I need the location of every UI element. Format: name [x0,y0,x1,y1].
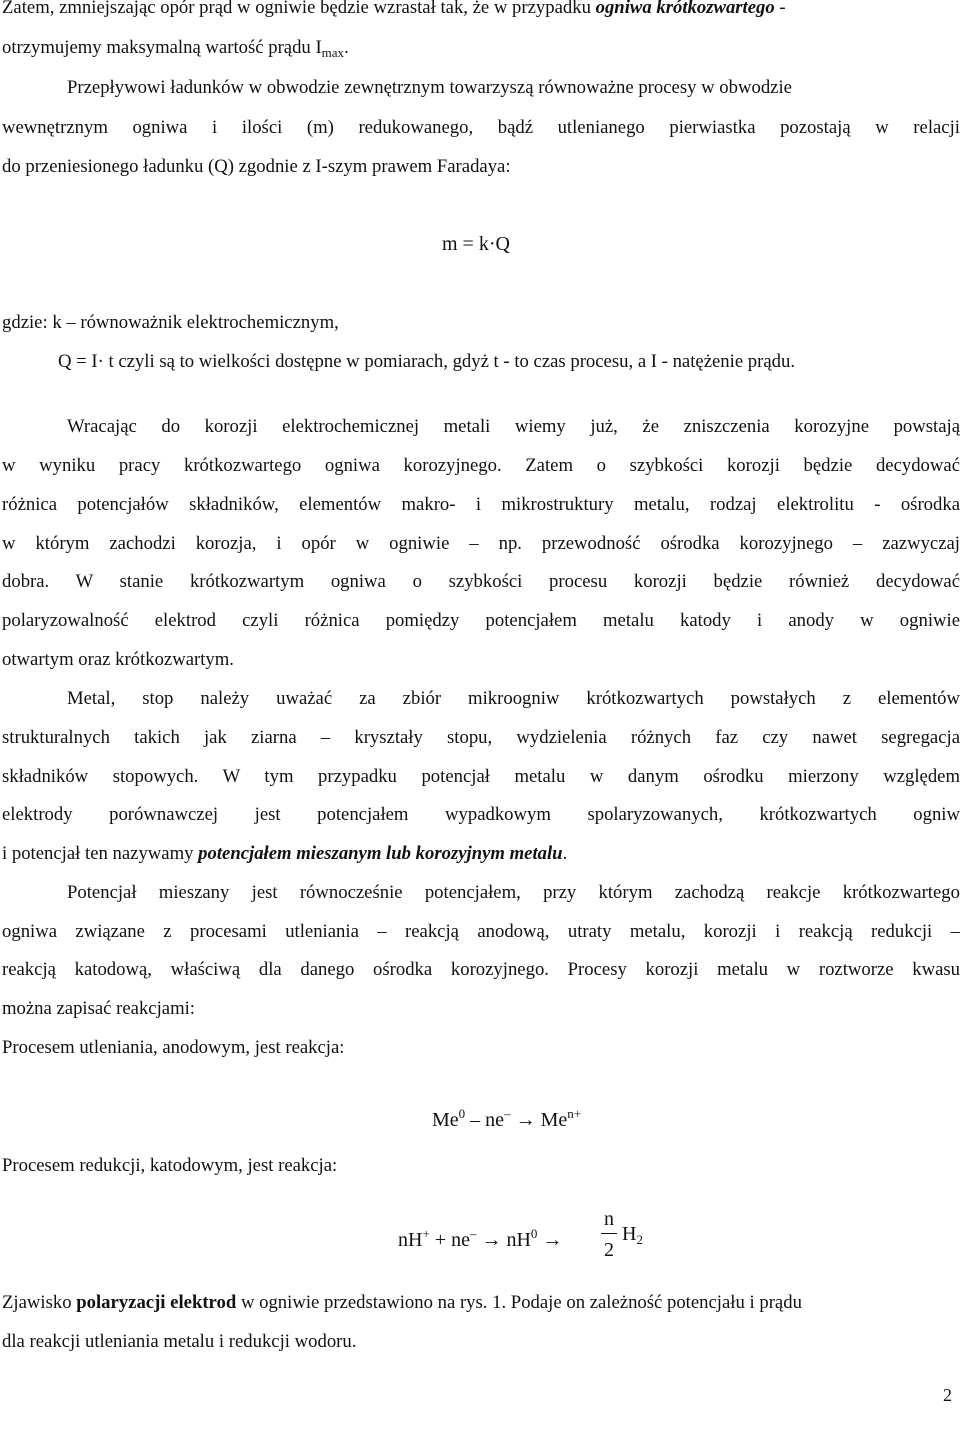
eq-operator: – [465,1109,486,1131]
superscript: 0 [530,1226,538,1241]
text-span: Zjawisko [2,1292,77,1313]
paragraph-line: Metal, stop należy uważać za zbiór mikroogniw krótkozwartych powstałych z elementów [67,688,960,709]
eq-term: ne [485,1109,505,1131]
reduction-reaction [398,1222,562,1252]
text-line [2,36,960,65]
eq-term: Me [540,1109,568,1131]
definition-line: gdzie: k – równoważnik elektrochemicznym, [2,312,339,333]
text-span: . [562,843,568,864]
text-span: i potencjał ten nazywamy [2,843,199,864]
paragraph-line: Wracając do korozji elektrochemicznej metali wiemy już, że zniszczenia korozyjne powstają [67,416,960,437]
paragraph-line: różnica potencjałów składników, elementów makro- i mikrostruktury metalu, rodzaj elektrolitu - ośrodka [2,494,960,515]
eq-term: H [622,1223,637,1245]
paragraph-line: dla reakcji utleniania metalu i redukcji wodoru. [2,1331,357,1352]
paragraph-line: elektrody porównawczej jest potencjałem wypadkowym spolaryzowanych, krótkozwartych ogniw [2,804,960,825]
text-span: . [344,37,349,58]
paragraph-line: reakcją katodową, właściwą dla danego ośrodka korozyjnego. Procesy korozji metalu w roztworze kwasu [2,959,960,980]
paragraph-line: Potencjał mieszany jest równocześnie potencjałem, przy którym zachodzą reakcje krótkozwartego [67,882,960,903]
superscript: – [469,1226,477,1241]
paragraph-line: Przepływowi ładunków w obwodzie zewnętrznym towarzyszą równoważne procesy w obwodzie [67,77,792,98]
oxidation-reaction [432,1102,581,1132]
paragraph-line: wewnętrznym ogniwa i ilości (m) redukowanego, bądź utlenianego pierwiastka pozostają w relacji [2,117,960,138]
text-line [2,0,960,20]
superscript: + [422,1226,430,1241]
paragraph-line [2,842,960,866]
fraction-numerator: n [604,1208,614,1230]
eq-term: Me [432,1109,459,1131]
eq-term: ne [451,1229,470,1251]
paragraph-line [2,1291,960,1315]
eq-operator: + [434,1229,447,1251]
reaction-arrow-icon: → [481,1229,502,1251]
eq-term: nH [398,1229,423,1251]
definition-line: Q = I· t czyli są to wielkości dostępne w pomiarach, gdyż t - to czas procesu, a I - natężenie prądu. [58,351,796,372]
paragraph-line: Procesem utleniania, anodowym, jest reakcja: [2,1037,345,1058]
superscript: 0 [458,1106,466,1121]
page-number: 2 [943,1385,952,1405]
paragraph-line: można zapisać reakcjami: [2,998,195,1019]
paragraph-line: strukturalnych takich jak ziarna – kryształy stopu, wydzielenia różnych faz czy nawet segregacja [2,727,960,748]
paragraph-line: ogniwa związane z procesami utleniania – reakcją anodową, utraty metalu, korozji i reakcją redukcji – [2,921,960,942]
paragraph-line: Procesem redukcji, katodowym, jest reakcja: [2,1155,338,1176]
paragraph-line: w którym zachodzi korozja, i opór w ogniwie – np. przewodność ośrodka korozyjnego – zazwyczaj [2,533,960,554]
superscript: n+ [567,1106,582,1121]
fraction-bar [601,1233,617,1234]
faraday-equation: m = k·Q [442,233,510,255]
subscript: 2 [636,1232,643,1247]
paragraph-line: polaryzowalność elektrod czyli różnica pomiędzy potencjałem metalu katody i anody w ogniwie [2,610,960,631]
fraction-denominator: 2 [604,1239,614,1261]
text-span: otrzymujemy maksymalną wartość prądu I [2,37,322,58]
paragraph-line: do przeniesionego ładunku (Q) zgodnie z I-szym prawem Faradaya: [2,156,511,177]
paragraph-line: otwartym oraz krótkozwartym. [2,649,234,670]
text-span: Zatem, zmniejszając opór prąd w ogniwie będzie wzrastał tak, że w przypadku [2,0,596,18]
text-span: w ogniwie przedstawiono na rys. 1. Podaje on zależność potencjału i prądu [236,1292,802,1313]
reaction-arrow-icon: → [542,1229,563,1251]
superscript: – [504,1106,511,1121]
paragraph-line: w wyniku pracy krótkozwartego ogniwa korozyjnego. Zatem o szybkości korozji będzie decydować [2,455,960,476]
eq-term: nH [506,1229,531,1251]
reaction-arrow-icon: → [515,1109,536,1131]
paragraph-line: składników stopowych. W tym przypadku potencjał metalu w danym ośrodku mierzony względem [2,766,960,787]
emphasis-potencjal-mieszany: potencjałem mieszanym lub korozyjnym metalu [198,843,563,864]
hydrogen-product [622,1222,643,1252]
text-span: - [774,0,786,18]
emphasis-ogniwa-krotkozwartego: ogniwa krótkozwartego [595,0,775,18]
emphasis-polaryzacja-elektrod: polaryzacji elektrod [76,1292,237,1313]
subscript: max [321,45,345,60]
paragraph-line: dobra. W stanie krótkozwartym ogniwa o szybkości procesu korozji będzie również decydować [2,571,960,592]
